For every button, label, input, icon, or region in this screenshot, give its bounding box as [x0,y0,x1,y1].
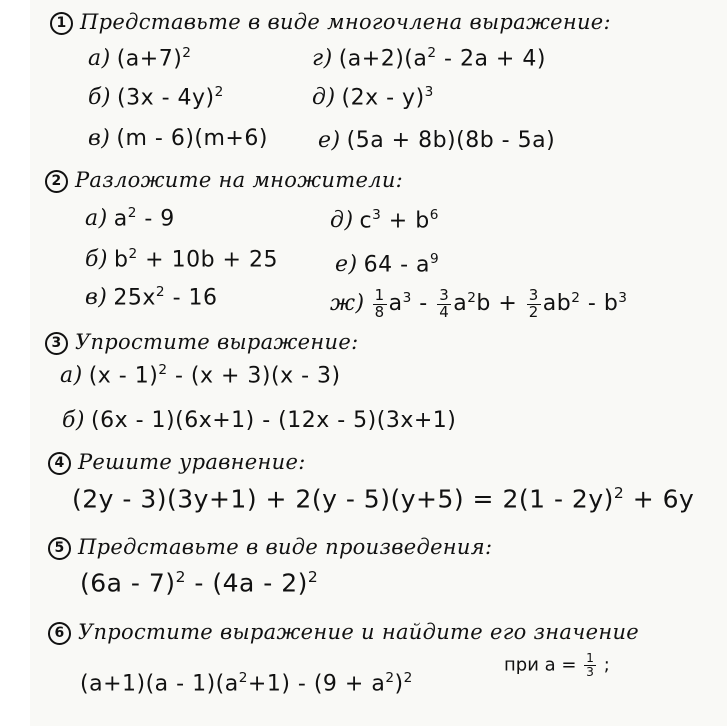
task-6-condition: при a = $\frac{1}{3}$ ; [504,651,610,679]
task-title: Упростите выражение и найдите его значение [78,620,640,644]
task-title: Упростите выражение: [75,330,359,354]
task-2-heading [45,168,403,193]
task-title: Представьте в виде произведения: [78,535,493,559]
task-number-badge: 5 [48,537,71,560]
task-2-item-v: в) $25x^2 - 16$ [85,284,218,311]
task-1-item-g: г) $(a+2)(a^2 - 2a + 4)$ [312,45,546,72]
paper-margin [0,0,34,726]
task-number-badge: 4 [48,452,71,475]
task-title: Представьте в виде многочлена выражение: [80,10,611,34]
task-2-item-a: а) $a^2 - 9$ [85,205,175,232]
task-number-badge: 2 [45,170,68,193]
task-number-badge: 6 [48,622,71,645]
task-2-item-zh: ж) $\frac{1}{8}$ $a^3$ - $\frac{3}{4}$ $a^2b$ + $\frac{3}{2}$ $ab^2 - b^3$ [330,286,628,321]
task-1-item-e: е) (5a + 8b)(8b - 5a) [318,128,556,153]
task-4-heading [48,450,306,475]
task-5-expression: (6a - 7)$^2$ - (4a - 2)$^2$ [80,568,319,598]
fraction: $\frac{1}{8}$ [374,286,385,321]
task-4-equation: (2y - 3)(3y+1) + 2(y - 5)(y+5) = 2(1 - 2y)$^2$ + 6y [72,484,695,514]
task-title: Разложите на множители: [75,168,404,192]
task-2-item-b: б) $b^2 + 10b + 25$ [85,246,278,273]
task-1-heading [50,10,611,35]
task-2-item-d: д) $c^3 + b^6$ [330,207,439,234]
task-1-item-v: в) (m - 6)(m+6) [88,126,268,151]
task-1-item-a: а) $(a+7)^2$ [88,45,192,72]
task-1-item-b: б) (3x - 4y)$^2$ [88,84,224,111]
task-title: Решите уравнение: [78,450,306,474]
task-6-heading [48,620,639,645]
task-3-item-b: б) (6x - 1)(6x+1) - (12x - 5)(3x+1) [62,408,457,433]
task-3-item-a: а) (x - 1)$^2$ - (x + 3)(x - 3) [60,362,341,389]
fraction: $\frac{1}{3}$ [586,651,594,679]
task-number-badge: 3 [45,332,68,355]
task-5-heading [48,535,492,560]
task-2-item-e: е) $64 - a^9$ [335,251,440,278]
task-6-expression: $(a+1)(a - 1)(a^2+1) - (9 + a^2)^2$ [80,670,413,697]
fraction: $\frac{3}{2}$ [528,286,539,321]
task-3-heading [45,330,358,355]
task-1-item-d: д) (2x - y)$^3$ [312,84,434,111]
fraction: $\frac{3}{4}$ [439,286,450,321]
task-number-badge: 1 [50,12,73,35]
